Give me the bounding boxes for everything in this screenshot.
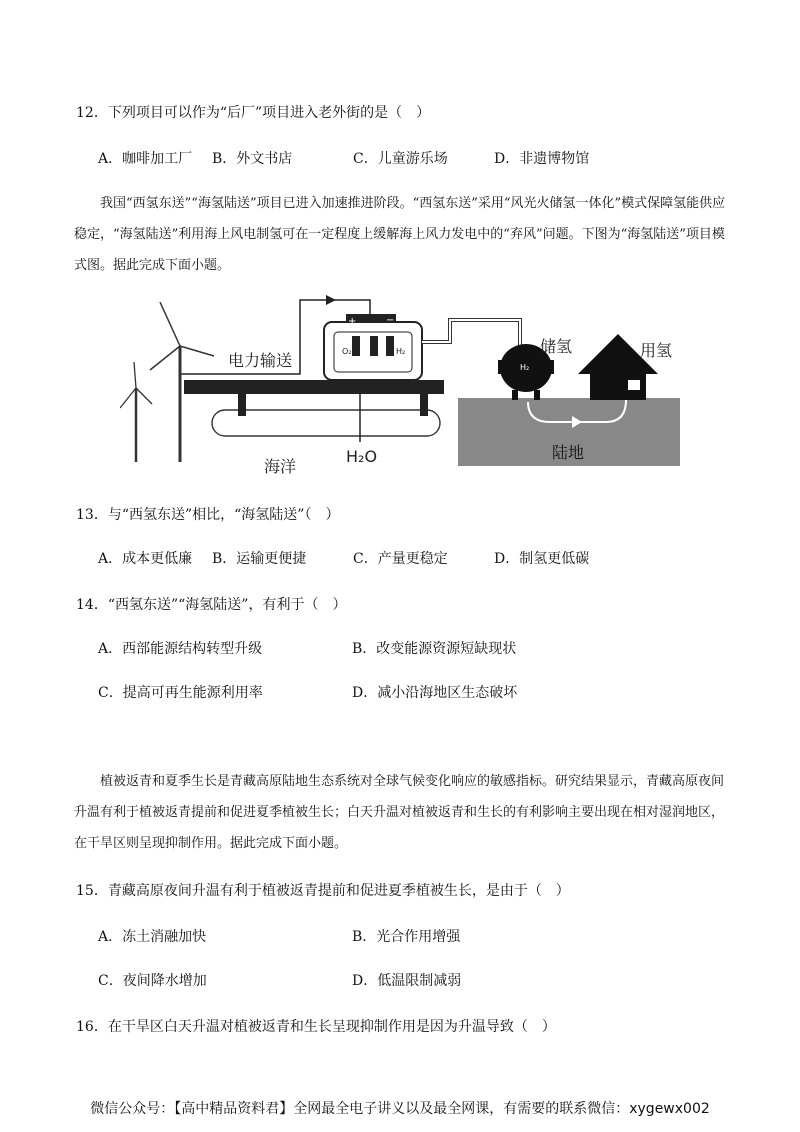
q13-option-a: A．成本更低廉 [98,551,193,567]
q12-option-a: A．咖啡加工厂 [98,151,193,167]
passage-hydrogen: 我国“西氢东送”“海氢陆送”项目已进入加速推进阶段。“西氢东送”采用“风光火储氢一体化”模式保障氢能供应稳定，“海氢陆送”利用海上风电制氢可在一定程度上缓解海上风力发电中的“弃风”问题。下图为“海氢陆送”项目模式图。据此完成下面小题。 [74,196,726,273]
ocean-label: 海洋 [264,457,297,476]
q15-option-c: C．夜间降水增加 [98,973,207,989]
water-label: H₂O [346,447,378,466]
q12-option-d: D．非遗博物馆 [494,151,590,167]
wind-turbine-small [120,362,152,462]
storage-label: 储氢 [540,337,573,356]
q14-option-b: B．改变能源资源短缺现状 [352,641,517,657]
tank-h2-label: H₂ [520,363,530,372]
q13-option-d: D．制氢更低碳 [494,551,590,567]
power-label: 电力输送 [228,351,293,370]
question-12-stem: 12．下列项目可以作为“后厂”项目进入老外街的是（ ） [76,105,431,121]
question-16-stem: 16．在干旱区白天升温对植被返青和生长呈现抑制作用是因为升温导致（ ） [76,1019,556,1035]
question-15-stem: 15．青藏高原夜间升温有利于植被返青提前和促进夏季植被生长，是由于（ ） [76,883,570,899]
q13-option-b: B．运输更便捷 [212,551,307,567]
q14-option-d: D．减小沿海地区生态破坏 [352,685,518,701]
land-label: 陆地 [552,443,585,462]
platform-leg-right [420,394,428,416]
footer-promo: 微信公众号：【高中精品资料君】全网最全电子讲义以及最全网课，有需要的联系微信：xygewx002 [90,1101,710,1117]
power-arrow [326,295,336,305]
question-13-stem: 13．与“西氢东送”相比，“海氢陆送”（ ） [76,507,340,523]
electrode-center [370,336,378,356]
plus-sign: + [348,316,357,327]
o2-label: O₂ [342,347,352,356]
passage-vegetation: 植被返青和夏季生长是青藏高原陆地生态系统对全球气候变化响应的敏感指标。研究结果显示，青藏高原夜间升温有利于植被返青提前和促进夏季植被生长；白天升温对植被返青和生长的有利影响主要出现在相对湿润地区，在干旱区则呈现抑制作用。据此完成下面小题。 [74,774,725,851]
electrode-anode [352,336,360,356]
q12-option-b: B．外文书店 [212,151,293,167]
platform-leg-left [238,394,246,416]
q15-option-b: B．光合作用增强 [352,929,461,945]
hydrogen-pipeline [422,320,520,352]
q15-option-a: A．冻土消融加快 [98,929,207,945]
q15-option-d: D．低温限制减弱 [352,973,462,989]
q13-option-c: C．产量更稳定 [353,551,448,567]
ocean-pipe [212,410,440,436]
q12-option-c: C．儿童游乐场 [353,151,448,167]
h2-label: H₂ [396,347,406,356]
question-14-stem: 14．“西氢东送”“海氢陆送”，有利于（ ） [76,597,347,613]
q14-option-c: C．提高可再生能源利用率 [98,685,263,701]
minus-sign: − [386,315,395,326]
electrode-cathode [386,336,394,356]
use-label: 用氢 [640,341,673,360]
hydrogen-transport-diagram [120,292,690,478]
platform-deck [184,380,444,394]
q14-option-a: A．西部能源结构转型升级 [98,641,263,657]
